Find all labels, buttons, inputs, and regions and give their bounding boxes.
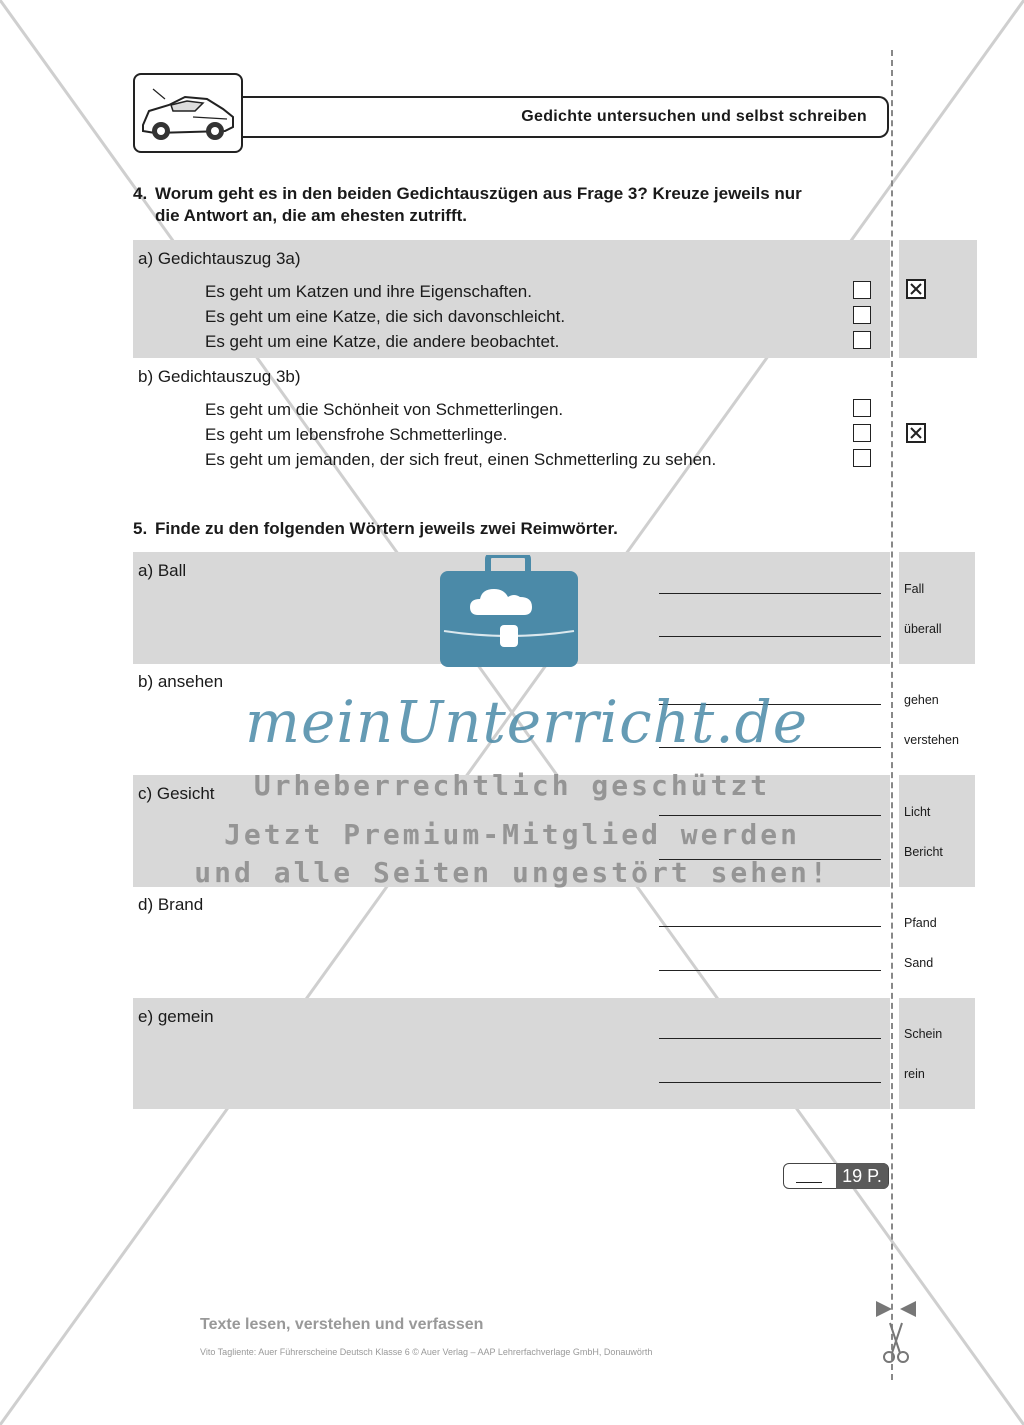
answer-line[interactable]	[659, 926, 881, 927]
question-4-title: 4. Worum geht es in den beiden Gedichtauszügen aus Frage 3? Kreuze jeweils nur die Antwort an, die am ehesten zutrifft.	[133, 184, 802, 225]
answer-word: Pfand	[904, 916, 937, 930]
option-4a-2: Es geht um eine Katze, die sich davonschleicht.	[205, 307, 566, 326]
checkbox-4b-1[interactable]	[853, 399, 871, 417]
option-4b-2: Es geht um lebensfrohe Schmetterlinge.	[205, 425, 508, 444]
answer-line[interactable]	[659, 815, 881, 816]
option-4a-1: Es geht um Katzen und ihre Eigenschaften.	[205, 282, 532, 301]
row-e-band	[133, 998, 890, 1109]
score-blank[interactable]	[796, 1182, 822, 1183]
answer-word: rein	[904, 1067, 925, 1081]
row-e-label: e) gemein	[138, 1007, 214, 1026]
answer-word: Sand	[904, 956, 934, 970]
answer-word: Bericht	[904, 845, 943, 859]
answer-word: überall	[904, 622, 942, 636]
row-d-label: d) Brand	[138, 895, 204, 914]
answer-line[interactable]	[659, 1038, 881, 1039]
row-b-label: b) ansehen	[138, 672, 224, 691]
row-c-label: c) Gesicht	[138, 784, 215, 803]
footer-credit: Vito Tagliente: Auer Führerscheine Deutsch Klasse 6 © Auer Verlag – AAP Lehrerfachverlage GmbH, Donauwörth	[200, 1347, 653, 1357]
question-5-title: 5. Finde zu den folgenden Wörtern jeweils zwei Reimwörter.	[133, 519, 618, 538]
answer-word: Schein	[904, 1027, 943, 1041]
answer-line[interactable]	[659, 1082, 881, 1083]
row-e-answer-band	[899, 998, 975, 1109]
footer-title: Texte lesen, verstehen und verfassen	[200, 1316, 484, 1333]
option-4b-3: Es geht um jemanden, der sich freut, einen Schmetterling zu sehen.	[205, 450, 717, 469]
checkbox-4a-2[interactable]	[853, 306, 871, 324]
question-4a-label: a) Gedichtauszug 3a)	[138, 249, 301, 268]
score-box	[783, 1163, 889, 1189]
row-a-answer-band	[899, 552, 975, 664]
checkbox-4a-3[interactable]	[853, 331, 871, 349]
checkbox-4a-1[interactable]	[853, 281, 871, 299]
score-points: 19 P.	[836, 1163, 888, 1189]
watermark-line-1: Urheberrechtlich geschützt	[253, 769, 771, 802]
answer-word: verstehen	[904, 733, 959, 747]
question-4b-label: b) Gedichtauszug 3b)	[138, 367, 301, 386]
answer-line[interactable]	[659, 970, 881, 971]
answer-line[interactable]	[659, 593, 881, 594]
header-title: Gedichte untersuchen und selbst schreiben	[521, 108, 867, 125]
briefcase-cloud-icon	[440, 555, 578, 672]
checked-box-icon	[906, 279, 926, 299]
cut-line	[891, 50, 893, 1380]
checked-box-icon	[906, 423, 926, 443]
checkbox-4b-3[interactable]	[853, 449, 871, 467]
answer-word: gehen	[904, 693, 939, 707]
answer-line[interactable]	[659, 636, 881, 637]
car-icon	[133, 73, 243, 153]
answer-word: Licht	[904, 805, 931, 819]
answer-word: Fall	[904, 582, 925, 596]
option-4b-1: Es geht um die Schönheit von Schmetterlingen.	[205, 400, 564, 419]
watermark-line-2: Jetzt Premium-Mitglied werden	[224, 818, 800, 851]
option-4a-3: Es geht um eine Katze, die andere beobachtet.	[205, 332, 560, 351]
checkbox-4b-2[interactable]	[853, 424, 871, 442]
row-a-label: a) Ball	[138, 561, 187, 580]
watermark-line-3: und alle Seiten ungestört sehen!	[194, 856, 830, 889]
watermark-logo: meinUnterricht.de	[245, 688, 809, 756]
header-bar	[243, 96, 889, 138]
scissors-icon	[876, 1297, 916, 1372]
